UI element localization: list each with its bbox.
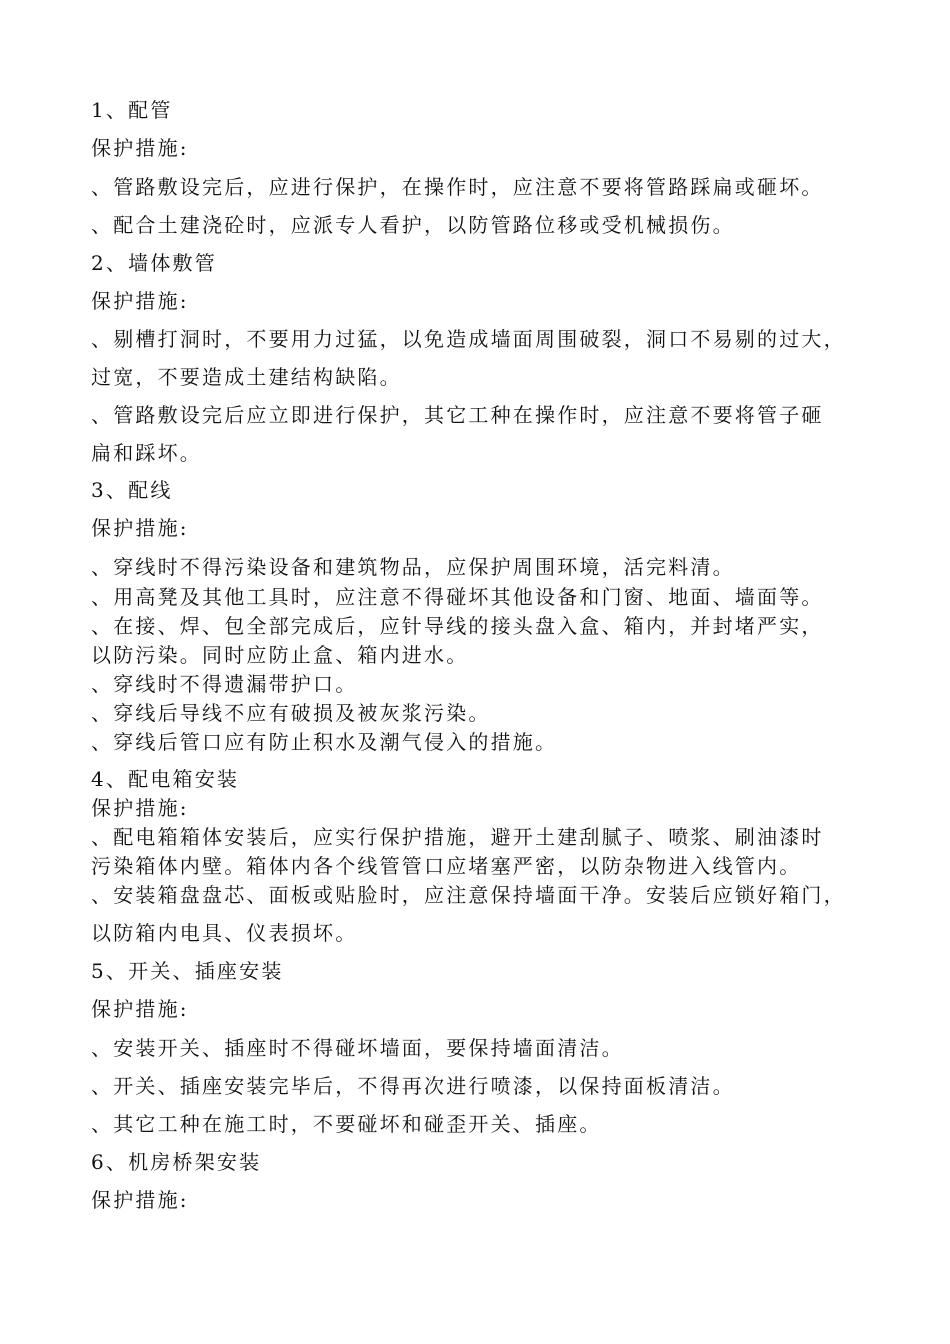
measure-item: 、穿线时不得遗漏带护口。	[91, 672, 358, 696]
measure-item: 、安装箱盘盘芯、面板或贴脸时，应注意保持墙面干净。安装后应锁好箱门，	[91, 883, 846, 907]
measure-item: 、安装开关、插座时不得碰坏墙面，要保持墙面清洁。	[91, 1036, 624, 1060]
measures-label: 保护措施:	[91, 796, 189, 820]
measure-item: 、在接、焊、包全部完成后，应针导线的接头盘入盒、箱内，并封堵严实，	[91, 614, 824, 638]
measures-label: 保护措施:	[91, 289, 189, 313]
section-heading-4: 4、配电箱安装	[91, 767, 240, 791]
section-heading-1: 1、配管	[91, 98, 173, 122]
measure-item: 、穿线后导线不应有破损及被灰浆污染。	[91, 701, 491, 725]
measure-item-continued: 过宽，不要造成土建结构缺陷。	[91, 365, 402, 389]
measures-label: 保护措施:	[91, 1188, 189, 1212]
section-heading-6: 6、机房桥架安装	[91, 1150, 262, 1174]
measure-item: 、管路敷设完后，应进行保护，在操作时，应注意不要将管路踩扁或砸坏。	[91, 175, 824, 199]
measures-label: 保护措施:	[91, 997, 189, 1021]
section-heading-3: 3、配线	[91, 478, 173, 502]
measure-item: 、开关、插座安装完毕后，不得再次进行喷漆，以保持面板清洁。	[91, 1074, 735, 1098]
measure-item-continued: 污染箱体内壁。箱体内各个线管管口应堵塞严密，以防杂物进入线管内。	[91, 854, 802, 878]
measure-item-continued: 扁和踩坏。	[91, 441, 202, 465]
measure-item: 、用高凳及其他工具时，应注意不得碰坏其他设备和门窗、地面、墙面等。	[91, 585, 824, 609]
measure-item: 、配合土建浇砼时，应派专人看护，以防管路位移或受机械损伤。	[91, 213, 735, 237]
measure-item: 、配电箱箱体安装后，应实行保护措施，避开土建刮腻子、喷浆、刷油漆时	[91, 825, 824, 849]
measure-item: 、穿线时不得污染设备和建筑物品，应保护周围环境，活完料清。	[91, 555, 735, 579]
measure-item-continued: 以防污染。同时应防止盒、箱内进水。	[91, 643, 469, 667]
measure-item: 、剔槽打洞时，不要用力过猛，以免造成墙面周围破裂，洞口不易剔的过大，	[91, 327, 846, 351]
measures-label: 保护措施:	[91, 516, 189, 540]
measures-label: 保护措施:	[91, 136, 189, 160]
measure-item: 、管路敷设完后应立即进行保护，其它工种在操作时，应注意不要将管子砸	[91, 403, 824, 427]
measure-item: 、穿线后管口应有防止积水及潮气侵入的措施。	[91, 730, 558, 754]
section-heading-2: 2、墙体敷管	[91, 251, 217, 275]
section-heading-5: 5、开关、插座安装	[91, 959, 284, 983]
measure-item: 、其它工种在施工时，不要碰坏和碰歪开关、插座。	[91, 1112, 602, 1136]
measure-item-continued: 以防箱内电具、仪表损坏。	[91, 921, 358, 945]
